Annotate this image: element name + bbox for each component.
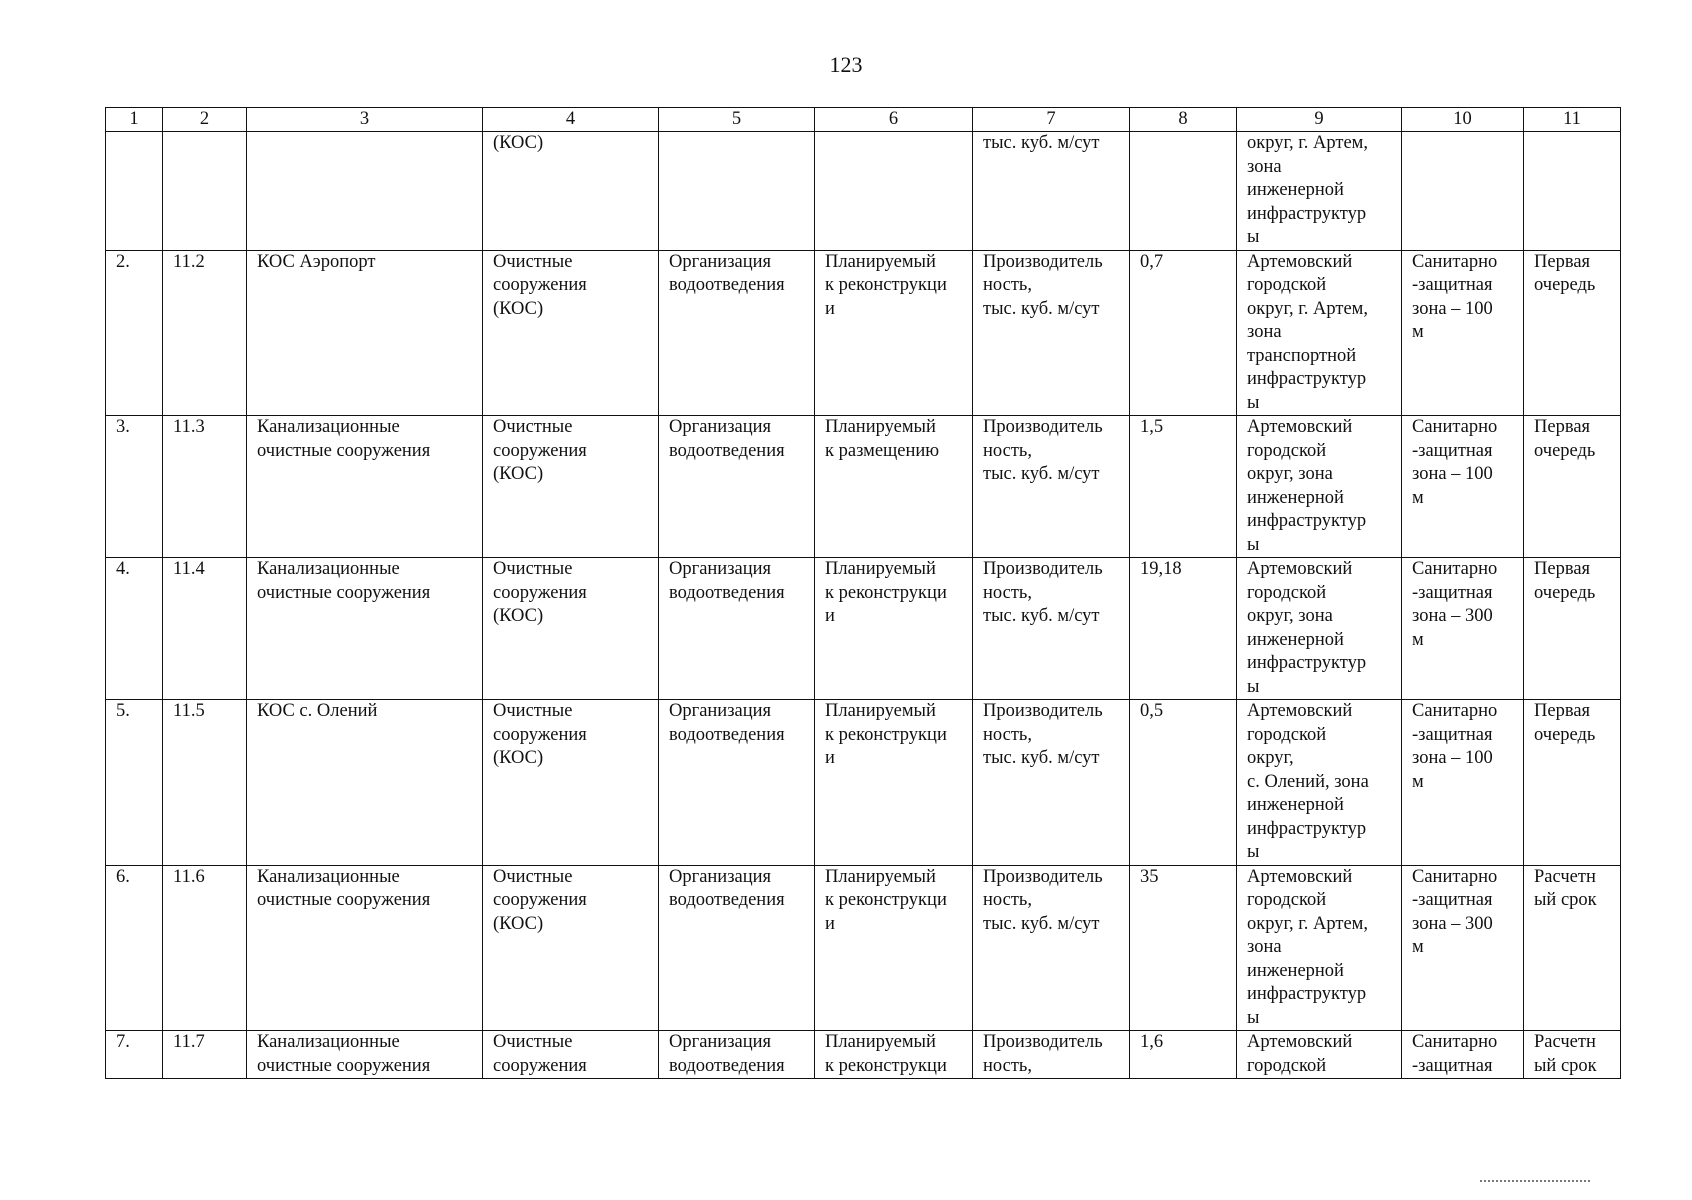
table-cell: Планируемый к реконструкци и [815, 700, 973, 866]
table-row [106, 700, 1621, 866]
table-cell: Планируемый к реконструкци и [815, 250, 973, 416]
table-cell [247, 132, 483, 251]
table-cell: Планируемый к реконструкци и [815, 865, 973, 1031]
table-cell: 11.7 [163, 1031, 247, 1079]
table-cell: 4. [106, 558, 163, 700]
table-cell: Первая очередь [1524, 700, 1621, 866]
table-cell: 7. [106, 1031, 163, 1079]
table-row [106, 865, 1621, 1031]
table-cell: Артемовский городской [1237, 1031, 1402, 1079]
column-header: 2 [163, 108, 247, 132]
table-cell: тыс. куб. м/сут [973, 132, 1130, 251]
table-cell: 11.3 [163, 416, 247, 558]
table-cell: 0,7 [1130, 250, 1237, 416]
table-row [106, 250, 1621, 416]
table-row [106, 558, 1621, 700]
table-cell: Организация водоотведения [659, 1031, 815, 1079]
table-cell: Планируемый к реконструкци и [815, 558, 973, 700]
column-header: 5 [659, 108, 815, 132]
table-cell: Организация водоотведения [659, 250, 815, 416]
table-cell [1524, 132, 1621, 251]
table-cell: Артемовский городской округ, зона инженерной инфраструктур ы [1237, 558, 1402, 700]
table-cell [815, 132, 973, 251]
table-cell [1130, 132, 1237, 251]
column-header: 6 [815, 108, 973, 132]
table-cell [106, 132, 163, 251]
table-cell: 19,18 [1130, 558, 1237, 700]
column-header: 3 [247, 108, 483, 132]
table-cell: 1,5 [1130, 416, 1237, 558]
table-cell: (КОС) [483, 132, 659, 251]
column-header: 11 [1524, 108, 1621, 132]
table-cell: Расчетн ый срок [1524, 865, 1621, 1031]
table-cell: 0,5 [1130, 700, 1237, 866]
table-cell: Производитель ность, тыс. куб. м/сут [973, 700, 1130, 866]
table-cell: 2. [106, 250, 163, 416]
table-cell: Канализационные очистные сооружения [247, 1031, 483, 1079]
page-number: 123 [829, 52, 863, 77]
table-cell: Канализационные очистные сооружения [247, 865, 483, 1031]
table-cell: 11.5 [163, 700, 247, 866]
table-cell: Канализационные очистные сооружения [247, 558, 483, 700]
column-number-row [106, 108, 1621, 132]
table-cell: КОС Аэропорт [247, 250, 483, 416]
table-cell: Артемовский городской округ, с. Олений, зона инженерной инфраструктур ы [1237, 700, 1402, 866]
table-cell: Производитель ность, тыс. куб. м/сут [973, 865, 1130, 1031]
table-cell: Организация водоотведения [659, 865, 815, 1031]
table-cell [1402, 132, 1524, 251]
column-header: 9 [1237, 108, 1402, 132]
table-cell: Производитель ность, [973, 1031, 1130, 1079]
table-cell: Санитарно -защитная зона – 300 м [1402, 558, 1524, 700]
table-cell: Организация водоотведения [659, 416, 815, 558]
table-cell: Очистные сооружения (КОС) [483, 558, 659, 700]
table-cell: Первая очередь [1524, 250, 1621, 416]
table-cell: Канализационные очистные сооружения [247, 416, 483, 558]
column-header: 4 [483, 108, 659, 132]
table-cell: 11.2 [163, 250, 247, 416]
table-cell: Артемовский городской округ, г. Артем, зона транспортной инфраструктур ы [1237, 250, 1402, 416]
table-cell: Санитарно -защитная зона – 300 м [1402, 865, 1524, 1031]
table-cell: Планируемый к реконструкци [815, 1031, 973, 1079]
table-cell: Производитель ность, тыс. куб. м/сут [973, 250, 1130, 416]
table-cell: Санитарно -защитная зона – 100 м [1402, 700, 1524, 866]
table-cell: 3. [106, 416, 163, 558]
table-cell: Артемовский городской округ, зона инженерной инфраструктур ы [1237, 416, 1402, 558]
table-cell: Производитель ность, тыс. куб. м/сут [973, 416, 1130, 558]
table-body [106, 132, 1621, 1079]
table-cell: 35 [1130, 865, 1237, 1031]
column-header: 7 [973, 108, 1130, 132]
table-row [106, 416, 1621, 558]
table-cell: Планируемый к размещению [815, 416, 973, 558]
table-row [106, 132, 1621, 251]
table-cell: Санитарно -защитная зона – 100 м [1402, 416, 1524, 558]
table-cell: 1,6 [1130, 1031, 1237, 1079]
table-row [106, 1031, 1621, 1079]
table-cell: Расчетн ый срок [1524, 1031, 1621, 1079]
table-cell: 11.6 [163, 865, 247, 1031]
table-cell: Производитель ность, тыс. куб. м/сут [973, 558, 1130, 700]
objects-table [105, 107, 1621, 1079]
table-cell: Очистные сооружения (КОС) [483, 416, 659, 558]
table-cell: Очистные сооружения (КОС) [483, 700, 659, 866]
table-cell: 11.4 [163, 558, 247, 700]
table-cell: Организация водоотведения [659, 700, 815, 866]
bottom-page-mark [1480, 1180, 1590, 1182]
table-cell: Первая очередь [1524, 558, 1621, 700]
table-cell: Очистные сооружения (КОС) [483, 865, 659, 1031]
column-header: 10 [1402, 108, 1524, 132]
table-cell: Артемовский городской округ, г. Артем, зона инженерной инфраструктур ы [1237, 865, 1402, 1031]
table-cell: Санитарно -защитная [1402, 1031, 1524, 1079]
table-cell: Очистные сооружения (КОС) [483, 250, 659, 416]
table-cell: 6. [106, 865, 163, 1031]
table-cell: 5. [106, 700, 163, 866]
table-cell: Организация водоотведения [659, 558, 815, 700]
table-cell [163, 132, 247, 251]
table-cell: КОС с. Олений [247, 700, 483, 866]
table-cell: Очистные сооружения [483, 1031, 659, 1079]
table-cell: Санитарно -защитная зона – 100 м [1402, 250, 1524, 416]
column-header: 1 [106, 108, 163, 132]
column-header: 8 [1130, 108, 1237, 132]
table-cell: Первая очередь [1524, 416, 1621, 558]
table-cell: округ, г. Артем, зона инженерной инфраструктур ы [1237, 132, 1402, 251]
table-cell [659, 132, 815, 251]
